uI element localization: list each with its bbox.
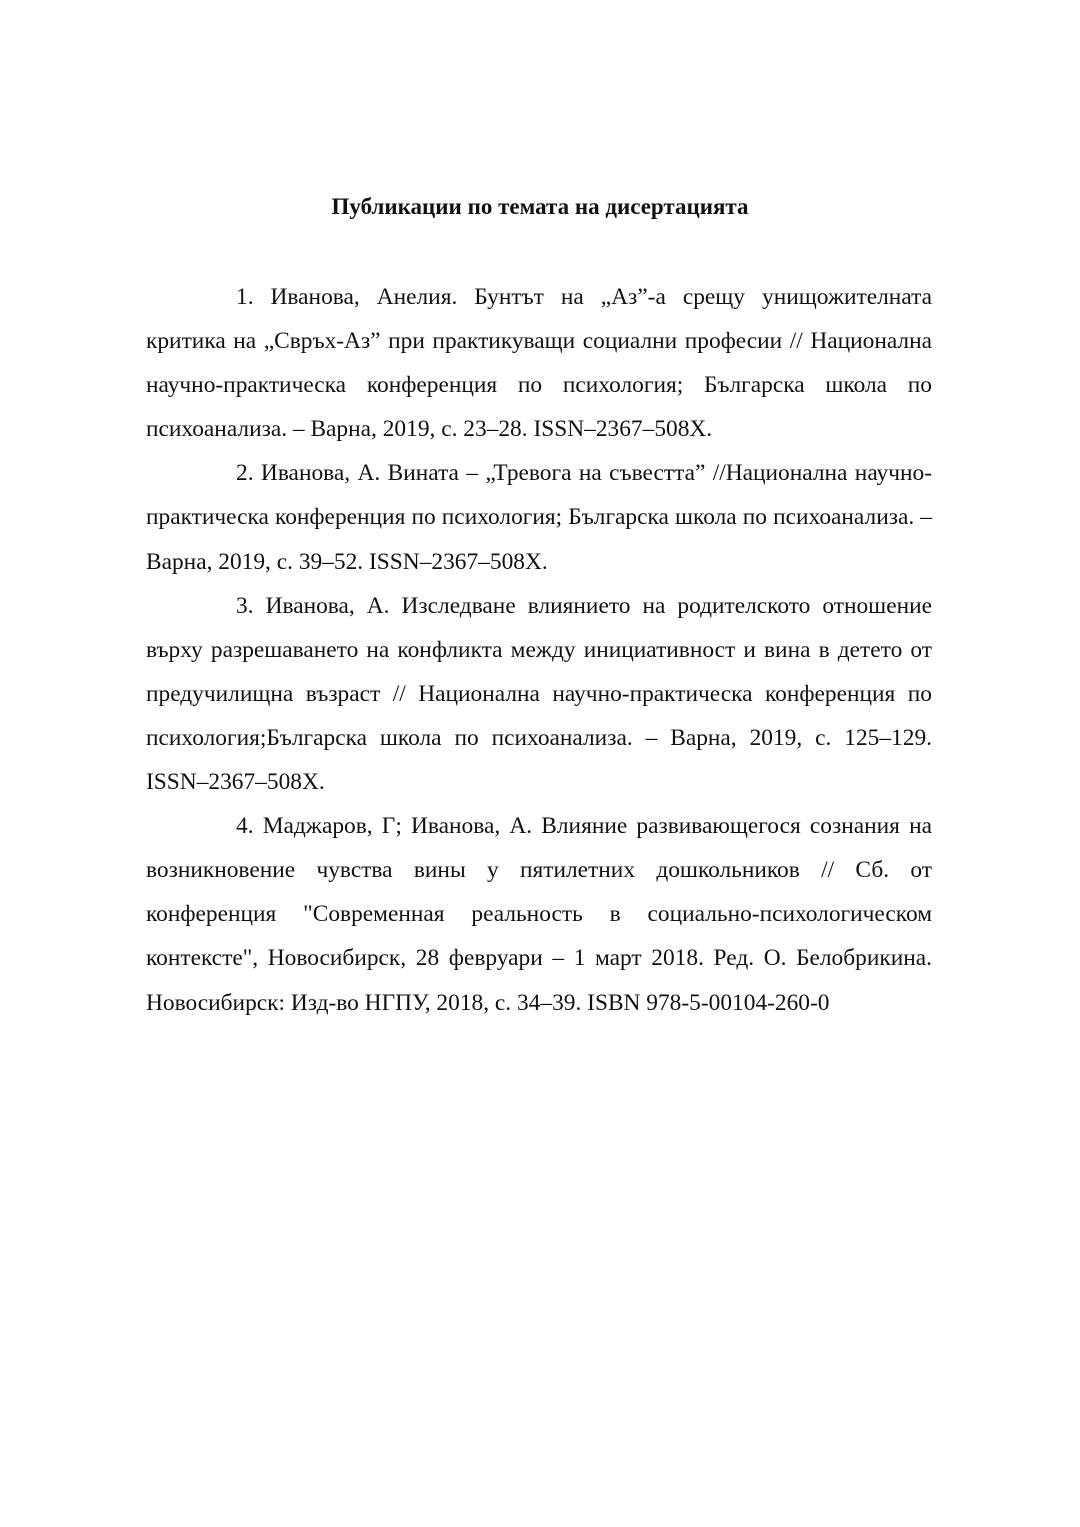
publication-item: 3. Иванова, А. Изследване влиянието на родителското отношение върху разрешаването на конфликта между инициативност и вина в детето от предучилищна възраст // Национална научно-практическа конференция по психология;Българска школа по психоанализа. – Варна, 2019, с. 125–129. ISSN–2367–508X. xyxy=(146,592,932,796)
publication-list xyxy=(146,275,932,1025)
publication-item: 1. Иванова, Анелия. Бунтът на „Аз”-а срещу унищожителната критика на „Свръх-Аз” при практикуващи социални професии // Национална научно-практическа конференция по психология; Българска школа по психоанализа. – Варна, 2019, с. 23–28. ISSN–2367–508X. xyxy=(146,284,932,443)
publication-item: 4. Маджаров, Г; Иванова, А. Влияние развивающегося сознания на возникновение чувства вины у пятилетних дошкольников // Сб. от конференция "Современная реальность в социально-психологическом контексте", Новосибирск, 28 февруари – 1 март 2018. Ред. О. Белобрикина. Новосибирск: Изд-во НГПУ, 2018, с. 34–39. ISBN 978-5-00104-260-0 xyxy=(146,813,932,1016)
page-title: Публикации по темата на дисертацията xyxy=(331,194,749,219)
publication-item: 2. Иванова, А. Вината – „Тревога на съвестта” //Национална научно- практическа конференция по психология; Българска школа по психоанализа. – Варна, 2019, с. 39–52. ISSN–2367–508X. xyxy=(146,460,932,575)
